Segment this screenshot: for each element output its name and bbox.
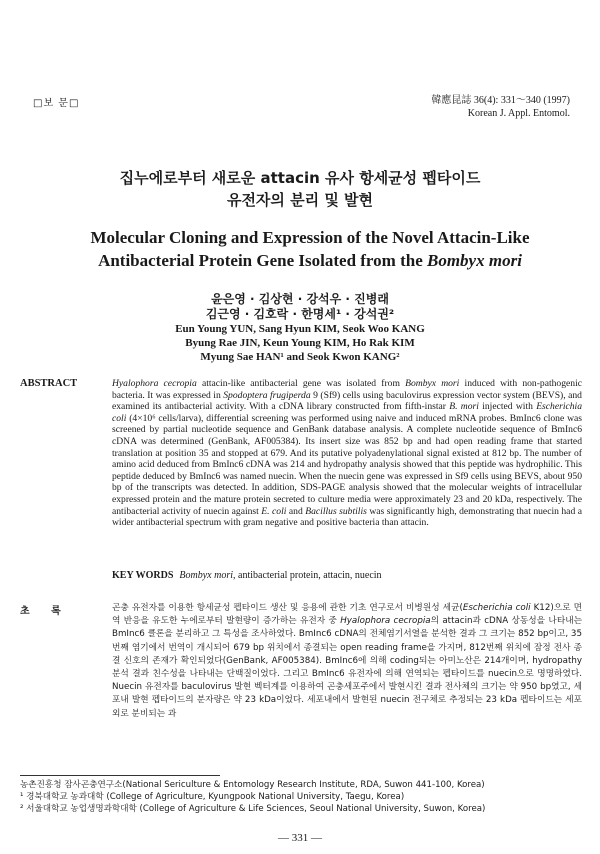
abstract-species: Bombyx mori <box>405 378 460 389</box>
abstract-species: Escherichia coli <box>112 401 583 424</box>
keywords-line <box>112 570 382 581</box>
english-title-species: Bombyx mori <box>427 251 522 270</box>
korean-abstract-label: 초 록 <box>20 606 61 617</box>
keywords-species: Bombyx mori <box>179 570 234 581</box>
korean-abstract-part: 곤충 유전자를 이용한 항세균성 펩타이드 생산 및 응용에 관한 기초 연구로서 비병원성 세균( <box>112 603 463 613</box>
english-authors-line3: Myung Sae HAN¹ and Seok Kwon KANG² <box>200 351 400 363</box>
english-title-line2 <box>40 249 580 272</box>
journal-citation-line2: Korean J. Appl. Entomol. <box>467 108 570 119</box>
english-authors-line1: Eun Young YUN, Sang Hyun KIM, Seok Woo KANG <box>175 323 425 335</box>
korean-abstract-part: K12)으로 면역 반응을 유도한 누에로부터 발현량이 증가하는 유전자 중 <box>112 603 583 627</box>
abstract-species: E. coli <box>261 505 287 517</box>
abstract-text <box>112 378 582 529</box>
keywords-label: KEY WORDS <box>112 570 174 581</box>
korean-authors-line1: 윤은영 · 김상현 · 강석우 · 진병래 <box>211 292 389 306</box>
journal-citation-line1: 韓應昆誌 36(4): 331～340 (1997) <box>431 95 570 106</box>
page-number: — 331 — <box>278 832 322 844</box>
journal-citation <box>431 94 570 120</box>
abstract-species: Hyalophora cecropia <box>112 378 197 389</box>
korean-abstract-species: Escherichia coli <box>462 603 531 613</box>
english-title-line1: Molecular Cloning and Expression of the Novel Attacin-Like <box>90 228 530 247</box>
korean-title-line2: 유전자의 분리 및 발현 <box>226 191 374 209</box>
footnote-divider <box>20 775 220 776</box>
korean-title <box>0 167 600 211</box>
abstract-label: ABSTRACT <box>20 378 78 389</box>
section-label: □보 문□ <box>33 98 80 109</box>
korean-abstract-part: 의 attacin과 cDNA 상동성을 나타내는 BmInc6 클론을 분리하고 그 특성을 조사하였다. BmInc6 cDNA의 전체염기서열을 분석한 결과 그 크기는 852 bp이고, 35번째 염기에서 번역이 개시되어 679 bp 위치에서 종결되는 open reading frame을 가지며, 812번째 위치에 잠정 전사 종결 신호의 존재가 확인되었다(GenBank, AF005384). BmInc6에 의해 coding되는 아미노산은 214개이며, hydropathy 분석 결과 친수성을 나타내는 단백질이었다. 그리고 BmInc6 유전자에 의해 연역되는 펩타이드를 nuecin으로 명명하였다. Nuecin 유전자를 baculovirus 발현 벡터계를 이용하여 곤충세포주에서 발현시킨 결과 전사체의 크기는 약 950 bp였고, 세포내 발현 펩타이드의 분자량은 약 23 kDa이었다. 세포내에서 발현된 nuecin 전구체로 추정되는 23 kDa 펩타이드는 세포외로 분비되는 과 <box>112 616 582 719</box>
english-authors-line2: Byung Rae JIN, Keun Young KIM, Ho Rak KIM <box>185 337 415 349</box>
footnote-affiliation-2: ² 서울대학교 농업생명과학대학 (College of Agriculture & Life Sciences, Seoul National University, Suwon, Korea) <box>20 804 486 814</box>
footnotes <box>20 779 582 815</box>
korean-abstract-species: Hyalophora cecropia <box>340 616 431 627</box>
korean-abstract-text <box>112 602 582 721</box>
korean-title-line1: 집누에로부터 새로운 attacin 유사 항세균성 펩타이드 <box>119 169 481 187</box>
footnote-affiliation: 농촌진흥청 잠사곤충연구소(National Sericulture & Entomology Research Institute, RDA, Suwon 441-100, Korea) <box>20 780 485 790</box>
abstract-part: attacin-like antibacterial gene was isolated from <box>196 378 406 389</box>
author-block <box>0 292 600 364</box>
abstract-species: B. mori <box>449 401 479 413</box>
abstract-part: was significantly high, demonstrating that nuecin had a wider antibacterial spectrum with gram negative and positive bacteria than attacin. <box>112 505 582 529</box>
abstract-part: and <box>286 505 306 517</box>
abstract-part: injected with <box>478 401 537 413</box>
abstract-part: (4×10⁶ cells/larva), differential screening was performed using naive and induced mRNA probes. BmInc6 clone was screened by partial nucleotide sequence and GenBank database analysis. A complete nucleotide sequence of BmInc6 cDNA was determined (GenBank, AF005384). Its insert size was 852 bp and had open reading frame that started translation at position 35 and stopped at 679. And its putative polyadenylational signal existed at 812 bp. The number of amino acid deduced from BmInc6 cDNA was 214 and hydropathy analysis showed that this peptide was hydrophilic. This peptide deduced by BmInc6 was named nuecin. When the nuecin gene was expressed in Sf9 cells using BEVS, about 950 bp of the transcripts was detected. In addition, SDS-PAGE analysis showed that the molecular weights of intracellular expressed protein and the mature protein secreted to culture media were approximately 23 and 20 kDa, respectively. The antibacterial activity of nuecin against <box>112 412 582 517</box>
footnote-affiliation-1: ¹ 경북대학교 농과대학 (College of Agriculture, Kyungpook National University, Taegu, Korea) <box>20 792 405 802</box>
korean-authors-line2: 김근영 · 김호락 · 한명세¹ · 강석권² <box>205 307 395 321</box>
english-title <box>40 226 580 272</box>
abstract-part: 9 (Sf9) cells using baculovirus expression vector system (BEVS), and examined its antibacterial activity. With a cDNA library constructed from fifth-instar <box>112 389 582 413</box>
abstract-part: induced with non-pathogenic bacteria. It was expressed in <box>112 378 582 401</box>
abstract-species: Bacillus subtilis <box>305 505 367 517</box>
abstract-species: Spodoptera frugiperda <box>223 389 311 401</box>
keywords-rest: , antibacterial protein, attacin, nuecin <box>233 570 382 581</box>
english-title-line2-text: Antibacterial Protein Gene Isolated from the <box>98 251 427 270</box>
